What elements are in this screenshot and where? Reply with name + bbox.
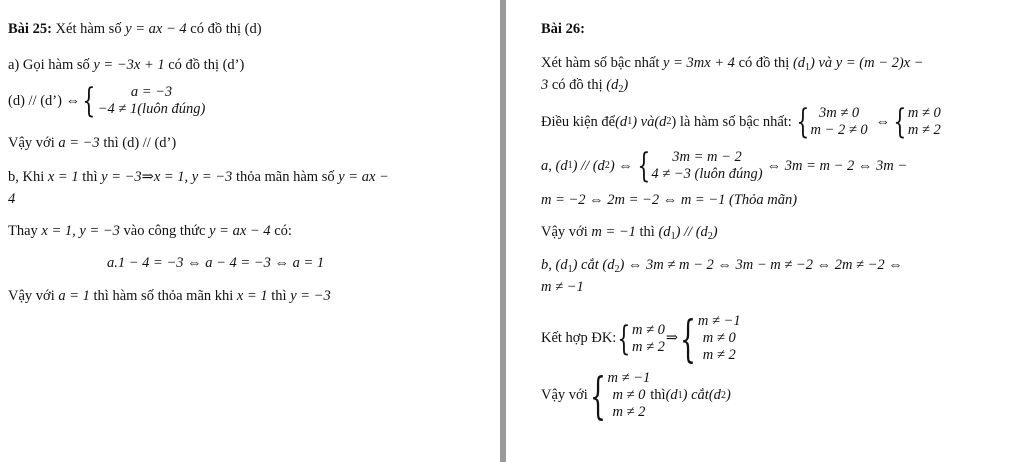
left-brace: { — [617, 318, 631, 359]
bai-26-statement-wrap: 3 có đồ thị $(d_2)$ — [541, 77, 629, 95]
bai-26-heading: Bài 26: — [541, 21, 585, 37]
bai-25-part-a: a) Gọi hàm số y = −3x + 1 có đồ thị (d’) — [8, 57, 245, 73]
column-divider — [500, 0, 506, 462]
bai-25-substitution: Thay x = 1, y = −3 vào công thức y = ax − 4 có: — [8, 223, 292, 239]
left-brace: { — [637, 146, 651, 186]
bai-25-part-b: b, Khi x = 1 thì y = −3⇒x = 1, y = −3 thỏa mãn hàm số y = ax − — [8, 169, 389, 185]
bai-26-part-b-wrap: m ≠ −1 — [541, 279, 584, 295]
left-brace: { — [680, 309, 696, 368]
final-conclusion: Vậy với { m ≠ −1 m ≠ 0 m ≠ 2 thì (d 1 ) cắt (d 2 ) — [541, 366, 731, 425]
bai-25-calculation: a.1 − 4 = −3 ⇔ a − 4 = −3 ⇔ a = 1 — [107, 255, 325, 271]
bai-25-column — [0, 0, 500, 462]
bai-26-conclusion-a: Vậy với m = −1 thì $(d_1) // (d_2)$ — [541, 224, 718, 242]
combined-condition: Kết hợp ĐK: { m ≠ 0 m ≠ 2 ⇒ { m ≠ −1 m ≠ 0 m ≠ 2 — [541, 309, 741, 368]
bai-25-conclusion-a: Vậy với a = −3 thì (d) // (d’) — [8, 135, 177, 151]
bai-25-heading: Bài 25: Xét hàm số y = ax − 4 có đồ thị (d) — [8, 21, 262, 37]
left-brace: { — [893, 102, 907, 142]
left-brace: { — [589, 366, 606, 425]
left-brace: { — [796, 102, 810, 142]
bai-25-part-b-wrap: 4 — [8, 191, 16, 207]
bai-25-conclusion-b: Vậy với a = 1 thì hàm số thỏa mãn khi x = 1 thì y = −3 — [8, 288, 331, 304]
bai-26-column — [533, 0, 1024, 462]
bai-26-part-a-system: a, (d 1 ) // (d 2 ) ⇔ { 3m = m − 2 4 ≠ −3 (luôn đúng) ⇔ 3m = m − 2 ⇔ 3m − — [541, 146, 908, 186]
left-brace: { — [82, 81, 96, 121]
parallel-condition-system: (d) // (d’) ⇔ { a = −3 −4 ≠ 1(luôn đúng) — [8, 81, 206, 121]
bai-26-part-a-wrap: m = −2 ⇔ 2m = −2 ⇔ m = −1 (Thỏa mãn) — [541, 192, 798, 208]
bai-26-part-b: b, $(d_1)$ cắt $(d_2)$ ⇔ 3m ≠ m − 2 ⇔ 3m − m ≠ −2 ⇔ 2m ≠ −2 ⇔ — [541, 257, 903, 275]
first-degree-condition: Điều kiện để (d 1 ) và (d 2 ) là hàm số bậc nhất: { 3m ≠ 0 m − 2 ≠ 0 ⇔ { m ≠ 0 m ≠ 2 — [541, 102, 941, 142]
bai-26-statement: Xét hàm số bậc nhất y = 3mx + 4 có đồ thị $(d_1)$ và y = (m − 2)x − — [541, 55, 924, 73]
